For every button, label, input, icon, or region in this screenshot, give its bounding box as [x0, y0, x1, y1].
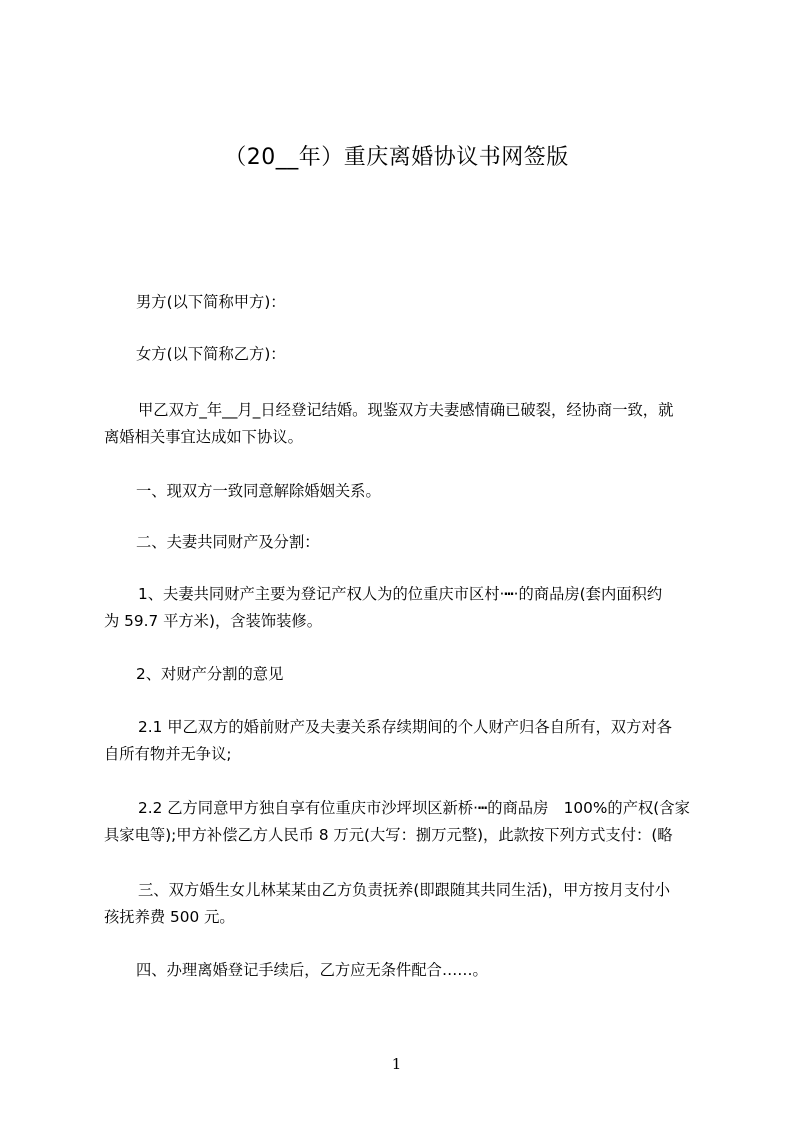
paragraph-line: 孩抚养费 500 元。 — [104, 908, 235, 926]
paragraph-line: 男方(以下简称甲方)： — [136, 293, 286, 311]
paragraph-line: 2.1 甲乙双方的婚前财产及夫妻关系存续期间的个人财产归各自所有，双方对各 — [138, 718, 672, 736]
paragraph-clause-2-2 — [104, 661, 736, 688]
paragraph-line: 2.2 乙方同意甲方独自享有位重庆市沙坪坝区新桥·┅的商品房 100%的产权(含家 — [138, 799, 690, 817]
paragraph-line: 三、双方婚生女儿林某某由乙方负责抚养(即跟随其共同生活)，甲方按月支付小 — [138, 881, 671, 899]
paragraph-line: 女方(以下简称乙方)： — [136, 345, 286, 363]
document-title: （20__年）重庆离婚协议书网签版 — [224, 145, 569, 170]
paragraph-line: 一、现双方一致同意解除婚姻关系。 — [136, 482, 381, 500]
paragraph-clause-2-1 — [104, 581, 704, 635]
paragraph-line: 自所有物并无争议; — [104, 745, 232, 763]
paragraph-line: 1、夫妻共同财产主要为登记产权人为的位重庆市区村·┅·的商品房(套内面积约 — [138, 585, 663, 603]
paragraph-preamble — [104, 397, 704, 451]
paragraph-wife — [104, 341, 736, 368]
paragraph-line: 2、对财产分割的意见 — [136, 665, 284, 683]
paragraph-line: 具家电等);甲方补偿乙方人民币 8 万元(大写：捌万元整)，此款按下列方式支付：(略 — [104, 826, 673, 844]
page-number: 1 — [391, 1055, 402, 1073]
paragraph-clause-2-2-1 — [104, 714, 704, 768]
paragraph-clause-2-2-2 — [104, 795, 704, 849]
paragraph-line: 为 59.7 平方米)，含装饰装修。 — [104, 612, 323, 630]
paragraph-line: 四、办理离婚登记手续后，乙方应无条件配合……。 — [136, 961, 488, 979]
paragraph-clause-1 — [104, 478, 736, 505]
paragraph-clause-4 — [104, 957, 736, 984]
paragraph-husband — [104, 289, 736, 316]
paragraph-line: 离婚相关事宜达成如下协议。 — [104, 428, 303, 446]
paragraph-clause-2 — [104, 529, 736, 556]
paragraph-line: 甲乙双方_年__月_日经登记结婚。现鉴双方夫妻感情确已破裂，经协商一致，就 — [138, 401, 674, 419]
paragraph-clause-3 — [104, 877, 704, 931]
paragraph-line: 二、夫妻共同财产及分割： — [136, 533, 320, 551]
